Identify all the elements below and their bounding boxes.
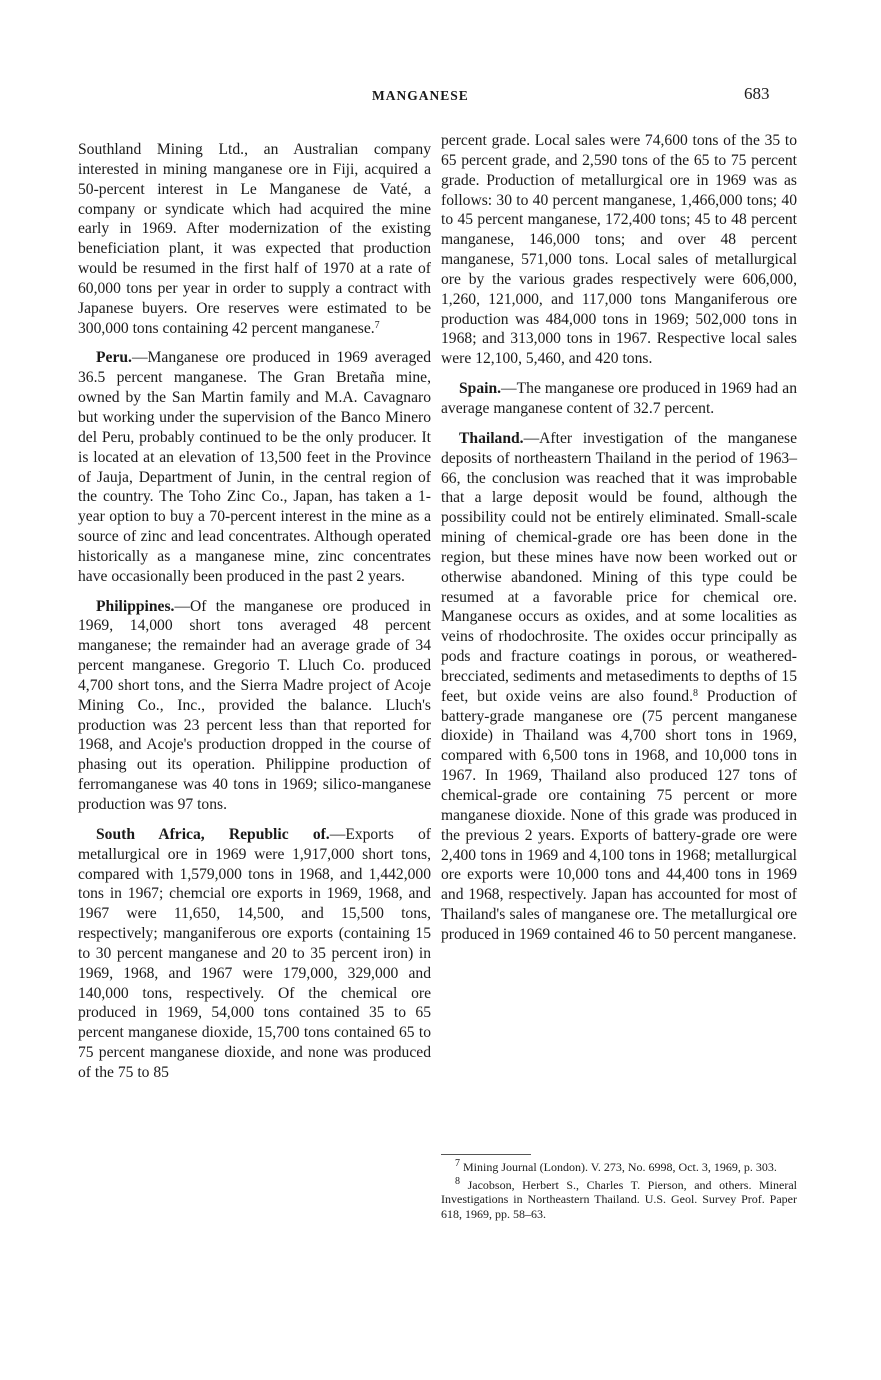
section-heading-spain: Spain. xyxy=(459,380,502,398)
footnotes xyxy=(441,1160,797,1225)
paragraph-philippines xyxy=(78,597,431,815)
footnote xyxy=(441,1160,797,1174)
paragraph-thailand xyxy=(441,429,797,945)
footnote-divider xyxy=(441,1154,531,1155)
section-heading-peru: Peru. xyxy=(96,349,132,367)
footnote-ref: 8 xyxy=(692,687,698,699)
paragraph-text: Southland Mining Ltd., an Australian company interested in mining manganese ore in Fiji, acquired a 50-percent interest in Le Manganese de Vaté, a company or syndicate which had acquired the mine early in 1969. After modernization of the existing beneficiation plant, it was expected that production would be resumed in the first half of 1970 at a rate of 60,000 tons per year in order to supply a contract with Japanese buyers. Ore reserves were estimated to be 300,000 tons containing 42 percent manganese. xyxy=(78,141,431,337)
section-heading-south-africa: South Africa, Republic of. xyxy=(96,825,330,843)
paragraph-peru xyxy=(78,348,431,586)
paragraph-text: —Manganese ore produced in 1969 averaged 36.5 percent manganese. The Gran Bretaña mine, owned by the San Martin family and M.A. Cavagnaro but working under the supervision of the Banco Minero del Peru, probably continued to be the only producer. It is located at an elevation of 13,500 feet in the Province of Jauja, Department of Junin, in the central region of the country. The Toho Zinc Co., Japan, has taken a 1-year option to buy a 70-percent interest in the mine as a source of zinc and lead concentrates. Although operated historically as a manganese mine, zinc concentrates have occasionally been produced in the past 2 years. xyxy=(78,349,431,585)
paragraph-spain xyxy=(441,379,797,419)
footnote-text: Jacobson, Herbert S., Charles T. Pierson, and others. Mineral Investigations in Northeastern Thailand. U.S. Geol. Survey Prof. Paper 618, 1969, pp. 58–63. xyxy=(441,1178,798,1221)
section-heading-thailand: Thailand. xyxy=(459,429,524,447)
left-column xyxy=(78,140,431,1083)
footnote xyxy=(441,1178,797,1221)
paragraph-text: —The manganese ore produced in 1969 had an average manganese content of 32.7 percent. xyxy=(441,380,797,417)
paragraph-text: —Of the manganese ore produced in 1969, 14,000 short tons averaged 48 percent manganese; the remainder had an average grade of 34 percent manganese. Gregorio T. Lluch Co. produced 4,700 short tons, and the Sierra Madre project of Acoje Mining Co., Inc., provided the balance. Lluch's production was 23 percent less than that reported for 1968, and Acoje's production dropped in the course of phasing out its operation. Philippine production of ferromanganese was 40 tons in 1969; silico-manganese production was 97 tons. xyxy=(78,597,431,813)
footnote-text: Mining Journal (London). V. 273, No. 6998, Oct. 3, 1969, p. 303. xyxy=(463,1160,777,1174)
paragraph-fiji xyxy=(78,140,431,338)
paragraph-south-africa xyxy=(78,825,431,1083)
paragraph-text: —After investigation of the manganese deposits of northeastern Thailand in the period of 1963–66, the conclusion was reached that it was improbable that a large deposit would be found, although the possibility could not be entirely eliminated. Small-scale mining of chemical-grade ore has been done in the region, but these mines have now been worked out or otherwise abandoned. Mining of this type could be resumed at a favorable price for chemical ore. Manganese occurs as oxides, and at some localities as veins of rhodochrosite. The oxides occur principally as pods and fracture coatings in porous, or weathered-brecciated, sediments and metasediments to depths of 15 feet, but oxide veins are also found. xyxy=(441,429,797,705)
footnote-mark: 8 xyxy=(455,1176,460,1188)
right-column xyxy=(441,131,797,945)
footnote-mark: 7 xyxy=(455,1158,460,1169)
paragraph-south-africa-continued: percent grade. Local sales were 74,600 tons of the 35 to 65 percent grade, and 2,590 tons of the 65 to 75 percent grade. Production of metallurgical ore in 1969 was as follows: 30 to 40 percent manganese, 1,466,000 tons; 40 to 45 percent manganese, 172,400 tons; 45 to 48 percent manganese, 146,000 tons; and over 48 percent manganese, 571,000 tons. Local sales of metallurgical ore by the various grades respectively were 606,000, 1,260, 121,000, and 117,000 tons Manganiferous ore production was 484,000 tons in 1969; 502,000 tons in 1968; and 313,000 tons in 1967. Respective local sales were 12,100, 5,460, and 420 tons. xyxy=(441,132,797,368)
section-heading-philippines: Philippines. xyxy=(96,597,175,615)
paragraph-text: Production of battery-grade manganese ore (75 percent manganese dioxide) in Thailand was 4,700 short tons in 1969, compared with 6,500 tons in 1968, and 10,000 tons in 1967. In 1969, Thailand also produced 127 tons of chemical-grade ore containing 75 percent or more manganese dioxide. None of this grade was produced in the previous 2 years. Exports of battery-grade ore were 2,400 tons in 1969 and 4,100 tons in 1968; metallurgical ore exports were 10,000 tons and 44,400 tons in 1969 and 1968, respectively. Japan has accounted for most of Thailand's sales of manganese ore. The metallurgical ore produced in 1969 contained 46 to 50 percent manganese. xyxy=(441,687,797,943)
paragraph-text: —Exports of metallurgical ore in 1969 were 1,917,000 short tons, compared with 1,579,000 tons in 1968, and 1,442,000 tons in 1967; chemcial ore exports in 1969, 1968, and 1967 were 11,650, 14,500, and 15,500 tons, respectively; manganiferous ore exports (containing 15 to 30 percent manganese and 20 to 35 percent iron) in 1969, 1968, and 1967 were 179,000, 329,000 and 140,000 tons, respectively. Of the chemical ore produced in 1969, 54,000 tons contained 35 to 65 percent manganese dioxide, 15,700 tons contained 65 to 75 percent manganese dioxide, and none was produced of the 75 to 85 xyxy=(78,825,431,1081)
page-number: 683 xyxy=(744,84,770,103)
footnote-ref: 7 xyxy=(374,319,380,331)
running-title: MANGANESE xyxy=(372,88,469,103)
